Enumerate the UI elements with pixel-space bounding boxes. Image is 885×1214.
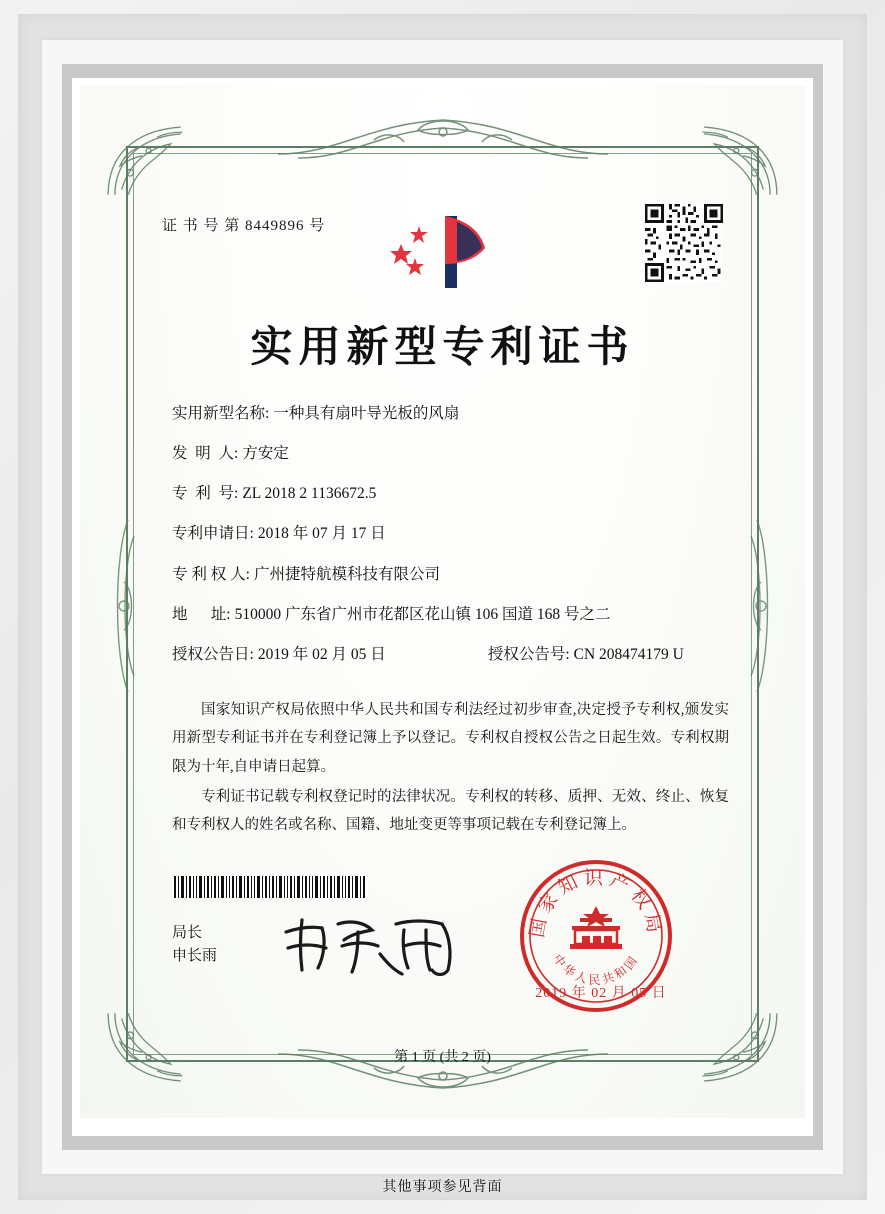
ornament-top-center	[278, 110, 608, 162]
ornament-corner-top-right	[695, 122, 781, 198]
field-value: 广州捷特航模科技有限公司	[253, 565, 440, 583]
signature-title: 局长	[172, 925, 203, 941]
page-indicator: 第 1 页 (共 2 页)	[394, 1050, 491, 1065]
field-row-utility-model-name	[172, 404, 735, 424]
field-row-inventor	[172, 444, 735, 464]
legal-text-block	[172, 696, 729, 841]
field-label: 地 址:	[172, 605, 231, 623]
footer-note: 其他事项参见背面	[382, 1180, 503, 1195]
field-value: 方安定	[242, 445, 289, 463]
field-row-grant-announcement	[172, 645, 735, 665]
field-label-grant-number: 授权公告号:	[487, 645, 570, 663]
svg-text:国家知识产权局: 国家知识产权局	[525, 867, 667, 940]
barcode	[172, 876, 368, 898]
certificate-number: 证 书 号 第 8449896 号	[162, 218, 326, 234]
field-label: 专 利 权 人:	[172, 565, 250, 583]
page-title: 实用新型专利证书	[250, 322, 635, 371]
svg-text:中华人民共和国: 中华人民共和国	[550, 951, 642, 987]
field-value: 一种具有扇叶导光板的风扇	[273, 405, 460, 422]
field-label: 实用新型名称:	[172, 405, 270, 422]
field-label: 发 明 人:	[172, 445, 239, 463]
signature-block	[172, 922, 217, 969]
ornament-corner-top-left	[104, 122, 190, 198]
cnipa-logo-icon	[383, 202, 503, 294]
field-row-patentee	[172, 565, 735, 585]
ornament-side-right	[733, 516, 779, 696]
handwritten-signature	[276, 910, 486, 980]
signature-name: 申长雨	[172, 948, 218, 965]
field-row-patent-number	[172, 484, 735, 504]
paragraph-1: 国家知识产权局依照中华人民共和国专利法经过初步审查,决定授予专利权,颁发实用新型专利证书并在专利登记簿上予以登记。专利权自授权公告之日起生效。专利权期限为十年,自申请日起算。	[172, 702, 729, 775]
field-value: ZL 2018 2 1136672.5	[242, 485, 377, 503]
field-row-application-date	[172, 524, 735, 544]
field-value-grant-date: 2019 年 02 月 05 日	[257, 645, 386, 663]
field-label: 专利申请日:	[172, 525, 254, 543]
qr-code	[645, 204, 723, 282]
ornament-side-left	[106, 516, 152, 696]
field-list	[172, 404, 735, 685]
field-label-grant-date: 授权公告日:	[172, 645, 254, 663]
patent-certificate	[80, 86, 805, 1118]
field-row-address	[172, 605, 735, 625]
field-value: 2018 年 07 月 17 日	[257, 525, 386, 543]
paragraph-2: 专利证书记载专利权登记时的法律状况。专利权的转移、质押、无效、终止、恢复和专利权人的姓名或名称、国籍、地址变更等事项记载在专利登记簿上。	[172, 788, 729, 834]
field-value: 510000 广东省广州市花都区花山镇 106 国道 168 号之二	[234, 605, 611, 623]
field-value-grant-number: CN 208474179 U	[573, 645, 684, 663]
seal-date: 2019 年 02 月 05 日	[535, 986, 667, 1001]
field-label: 专 利 号:	[172, 485, 239, 503]
